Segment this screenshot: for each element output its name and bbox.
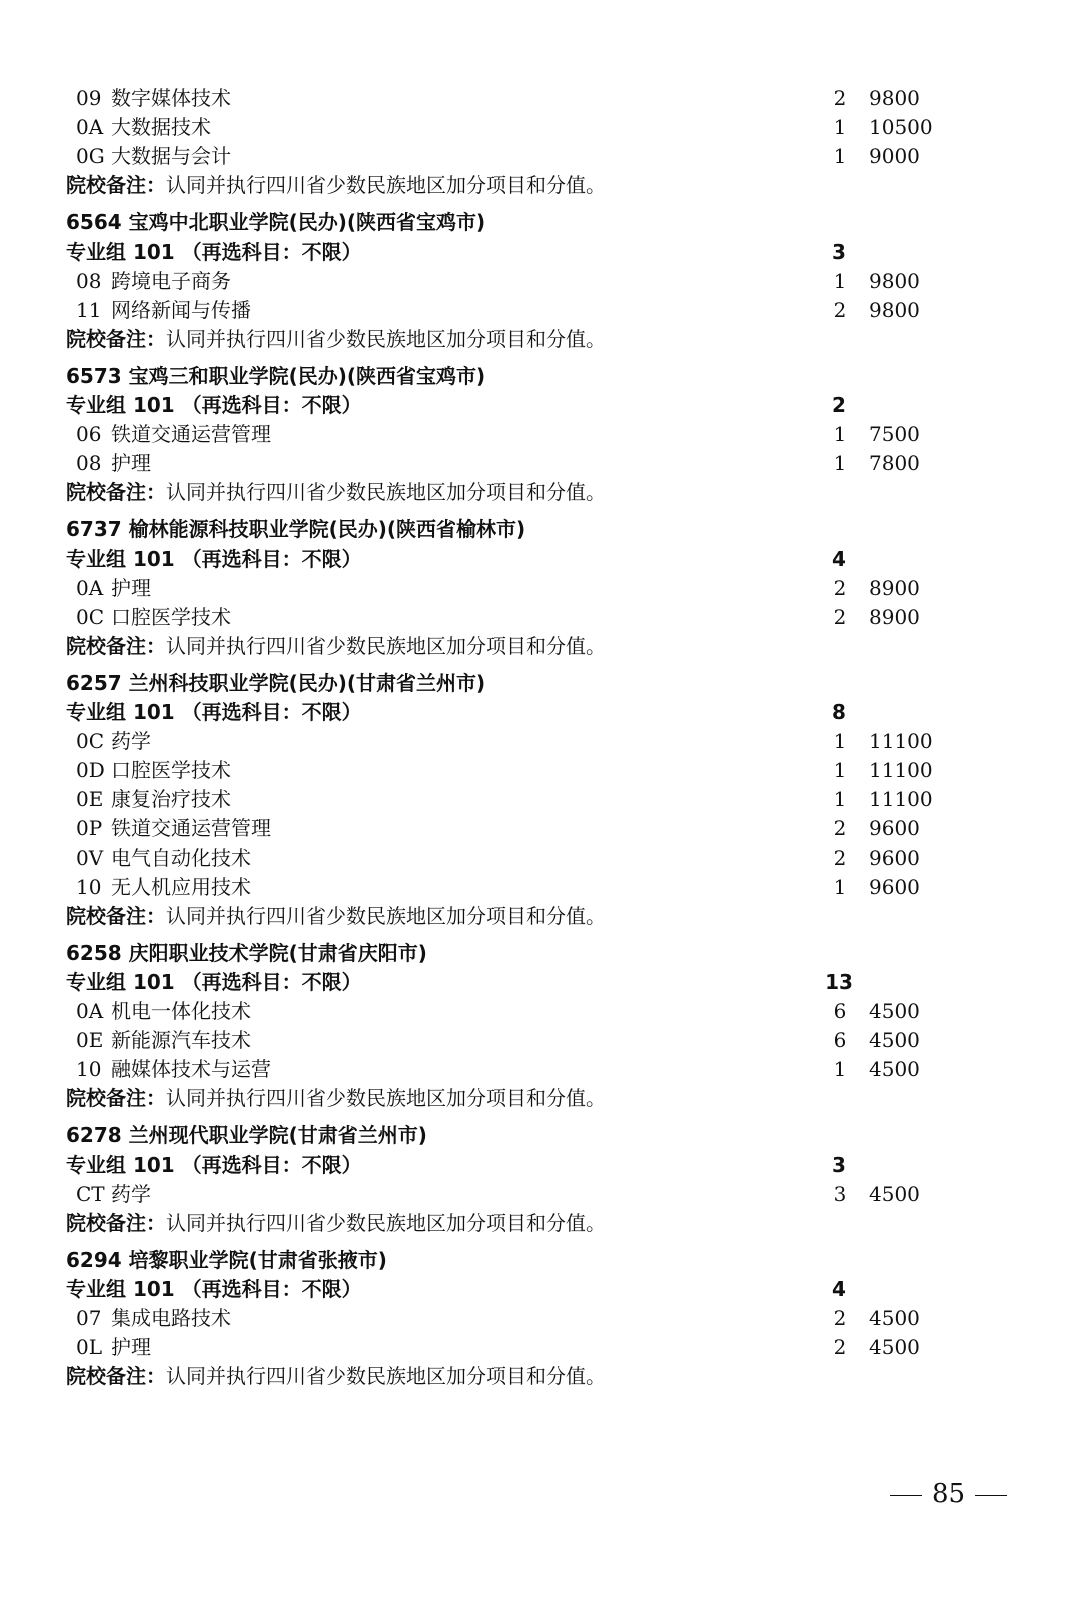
college-title	[0, 362, 1080, 391]
major-count: 2	[833, 845, 847, 870]
remark-content	[66, 1084, 606, 1113]
major-row	[0, 296, 1080, 325]
college-title	[0, 208, 1080, 237]
remark-content	[66, 325, 606, 354]
dash-left	[890, 1495, 922, 1496]
major-count: 2	[833, 816, 847, 841]
major-name: 跨境电子商务	[111, 268, 231, 293]
major-group	[0, 238, 1080, 267]
major-count: 2	[833, 297, 847, 322]
college-name: 6573 宝鸡三和职业学院(民办)(陕西省宝鸡市)	[66, 363, 486, 388]
college-remark	[0, 902, 1080, 931]
major-fee: 7800	[869, 451, 920, 476]
major-code: 10	[76, 874, 102, 899]
major-fee: 9800	[869, 86, 920, 110]
group-count: 4	[832, 546, 846, 571]
remark-content	[66, 478, 606, 507]
major-code: 06	[76, 422, 102, 447]
college-name: 6278 兰州现代职业学院(甘肃省兰州市)	[66, 1123, 427, 1148]
major-count: 2	[833, 1306, 847, 1330]
remark-text: 认同并执行四川省少数民族地区加分项目和分值。	[166, 1210, 606, 1235]
major-fee: 8900	[869, 575, 920, 600]
major-row	[0, 420, 1080, 449]
remark-text: 认同并执行四川省少数民族地区加分项目和分值。	[166, 326, 606, 351]
major-fee: 9600	[869, 816, 920, 841]
group-label: 专业组 101 （再选科目：不限）	[66, 700, 362, 724]
remark-text: 认同并执行四川省少数民族地区加分项目和分值。	[166, 633, 606, 658]
major-name: 网络新闻与传播	[111, 297, 251, 322]
major-fee: 9800	[869, 297, 920, 322]
major-code: CT	[76, 1181, 105, 1206]
major-row	[0, 997, 1080, 1026]
major-name: 药学	[111, 729, 151, 754]
major-name: 护理	[111, 451, 151, 476]
major-fee: 9600	[869, 874, 920, 899]
major-name: 集成电路技术	[111, 1306, 231, 1330]
major-name: 口腔医学技术	[111, 604, 231, 629]
major-name: 铁道交通运营管理	[111, 422, 271, 447]
major-row	[0, 873, 1080, 902]
major-code: 08	[76, 268, 102, 293]
remark-text: 认同并执行四川省少数民族地区加分项目和分值。	[166, 903, 606, 928]
college-title	[0, 939, 1080, 968]
page-number	[880, 1479, 1017, 1509]
major-fee: 7500	[869, 422, 920, 447]
remark-label: 院校备注：	[66, 633, 166, 658]
major-code: 08	[76, 451, 102, 476]
major-group	[0, 545, 1080, 574]
remark-label: 院校备注：	[66, 1210, 166, 1235]
major-count: 1	[833, 874, 847, 899]
remark-text: 认同并执行四川省少数民族地区加分项目和分值。	[166, 173, 606, 198]
major-code: 0A	[76, 999, 104, 1023]
group-count: 13	[825, 969, 853, 994]
major-code: 0A	[76, 115, 104, 140]
major-fee: 4500	[869, 999, 920, 1023]
major-count: 1	[833, 758, 847, 783]
major-row	[0, 1055, 1080, 1084]
major-fee: 4500	[869, 1028, 920, 1053]
major-fee: 11100	[869, 729, 933, 754]
remark-content	[66, 902, 606, 931]
major-code: 0C	[76, 604, 105, 629]
major-name: 护理	[111, 1335, 151, 1360]
major-row	[0, 449, 1080, 478]
major-row	[0, 727, 1080, 756]
major-name: 大数据与会计	[111, 144, 231, 169]
remark-text: 认同并执行四川省少数民族地区加分项目和分值。	[166, 1364, 606, 1389]
major-row	[0, 1333, 1080, 1362]
major-code: 09	[76, 86, 102, 110]
group-count: 3	[832, 239, 846, 264]
remark-content	[66, 632, 606, 661]
major-code: 0V	[76, 845, 104, 870]
major-count: 6	[833, 999, 847, 1023]
college-name: 6258 庆阳职业技术学院(甘肃省庆阳市)	[66, 940, 427, 965]
major-group	[0, 391, 1080, 420]
major-row	[0, 814, 1080, 843]
group-count: 2	[832, 393, 846, 417]
college-title	[0, 515, 1080, 544]
major-fee: 4500	[869, 1057, 920, 1082]
major-name: 大数据技术	[111, 115, 211, 140]
major-count: 2	[833, 604, 847, 629]
major-fee: 9600	[869, 845, 920, 870]
major-fee: 11100	[869, 787, 933, 812]
major-row	[0, 84, 1080, 113]
college-name: 6564 宝鸡中北职业学院(民办)(陕西省宝鸡市)	[66, 210, 486, 235]
remark-text: 认同并执行四川省少数民族地区加分项目和分值。	[166, 1086, 606, 1111]
major-name: 药学	[111, 1181, 151, 1206]
major-count: 2	[833, 575, 847, 600]
college-name: 6294 培黎职业学院(甘肃省张掖市)	[66, 1247, 387, 1272]
major-group	[0, 968, 1080, 997]
college-name: 6257 兰州科技职业学院(民办)(甘肃省兰州市)	[66, 670, 486, 695]
remark-label: 院校备注：	[66, 173, 166, 198]
major-name: 电气自动化技术	[111, 845, 251, 870]
major-name: 机电一体化技术	[111, 999, 251, 1023]
college-title	[0, 669, 1080, 698]
major-row	[0, 756, 1080, 785]
page-number-text: 85	[932, 1479, 966, 1509]
group-label: 专业组 101 （再选科目：不限）	[66, 546, 362, 571]
remark-label: 院校备注：	[66, 903, 166, 928]
major-count: 1	[833, 144, 847, 169]
college-remark	[0, 478, 1080, 507]
group-count: 3	[832, 1152, 846, 1177]
major-code: 11	[76, 297, 102, 322]
major-name: 护理	[111, 575, 151, 600]
major-row	[0, 1026, 1080, 1055]
major-row	[0, 142, 1080, 171]
major-group	[0, 1275, 1080, 1304]
major-count: 6	[833, 1028, 847, 1053]
major-row	[0, 844, 1080, 873]
major-fee: 4500	[869, 1335, 920, 1360]
dash-right	[975, 1495, 1007, 1496]
major-code: 0P	[76, 816, 103, 841]
major-count: 1	[833, 1057, 847, 1082]
major-count: 2	[833, 86, 847, 110]
major-row	[0, 603, 1080, 632]
major-code: 0G	[76, 144, 105, 169]
major-row	[0, 1180, 1080, 1209]
remark-label: 院校备注：	[66, 480, 166, 505]
remark-text: 认同并执行四川省少数民族地区加分项目和分值。	[166, 480, 606, 505]
remark-content	[66, 1362, 606, 1391]
college-remark	[0, 1084, 1080, 1113]
major-fee: 9800	[869, 268, 920, 293]
major-count: 1	[833, 268, 847, 293]
major-fee: 11100	[869, 758, 933, 783]
college-remark	[0, 1362, 1080, 1391]
major-count: 1	[833, 115, 847, 140]
major-code: 0E	[76, 787, 104, 812]
major-row	[0, 1304, 1080, 1333]
college-title	[0, 1246, 1080, 1275]
major-name: 康复治疗技术	[111, 787, 231, 812]
major-count: 1	[833, 787, 847, 812]
major-fee: 4500	[869, 1306, 920, 1330]
major-fee: 4500	[869, 1181, 920, 1206]
major-code: 0E	[76, 1028, 104, 1053]
major-count: 1	[833, 729, 847, 754]
major-fee: 8900	[869, 604, 920, 629]
college-remark	[0, 171, 1080, 200]
major-group	[0, 1151, 1080, 1180]
major-name: 新能源汽车技术	[111, 1028, 251, 1053]
major-count: 3	[833, 1181, 847, 1206]
major-fee: 9000	[869, 144, 920, 169]
major-group	[0, 698, 1080, 727]
major-code: 10	[76, 1057, 102, 1082]
major-name: 无人机应用技术	[111, 874, 251, 899]
major-count: 1	[833, 422, 847, 447]
group-label: 专业组 101 （再选科目：不限）	[66, 239, 362, 264]
major-row	[0, 267, 1080, 296]
major-code: 0A	[76, 575, 104, 600]
major-row	[0, 574, 1080, 603]
major-row	[0, 113, 1080, 142]
college-remark	[0, 325, 1080, 354]
group-label: 专业组 101 （再选科目：不限）	[66, 969, 362, 994]
major-name: 数字媒体技术	[111, 86, 231, 110]
major-code: 07	[76, 1306, 102, 1330]
group-label: 专业组 101 （再选科目：不限）	[66, 1276, 362, 1301]
major-name: 融媒体技术与运营	[111, 1057, 271, 1082]
major-code: 0C	[76, 729, 105, 754]
college-remark	[0, 632, 1080, 661]
major-name: 铁道交通运营管理	[111, 816, 271, 841]
major-name: 口腔医学技术	[111, 758, 231, 783]
remark-label: 院校备注：	[66, 1364, 166, 1389]
group-count: 8	[832, 700, 846, 724]
remark-label: 院校备注：	[66, 326, 166, 351]
major-count: 1	[833, 451, 847, 476]
remark-content	[66, 171, 606, 200]
major-count: 2	[833, 1335, 847, 1360]
group-label: 专业组 101 （再选科目：不限）	[66, 393, 362, 417]
college-title	[0, 1121, 1080, 1150]
remark-content	[66, 1209, 606, 1238]
major-code: 0L	[76, 1335, 103, 1360]
college-remark	[0, 1209, 1080, 1238]
group-label: 专业组 101 （再选科目：不限）	[66, 1152, 362, 1177]
remark-label: 院校备注：	[66, 1086, 166, 1111]
major-row	[0, 785, 1080, 814]
group-count: 4	[832, 1276, 846, 1301]
major-code: 0D	[76, 758, 105, 783]
major-fee: 10500	[869, 115, 933, 140]
college-name: 6737 榆林能源科技职业学院(民办)(陕西省榆林市)	[66, 517, 526, 542]
